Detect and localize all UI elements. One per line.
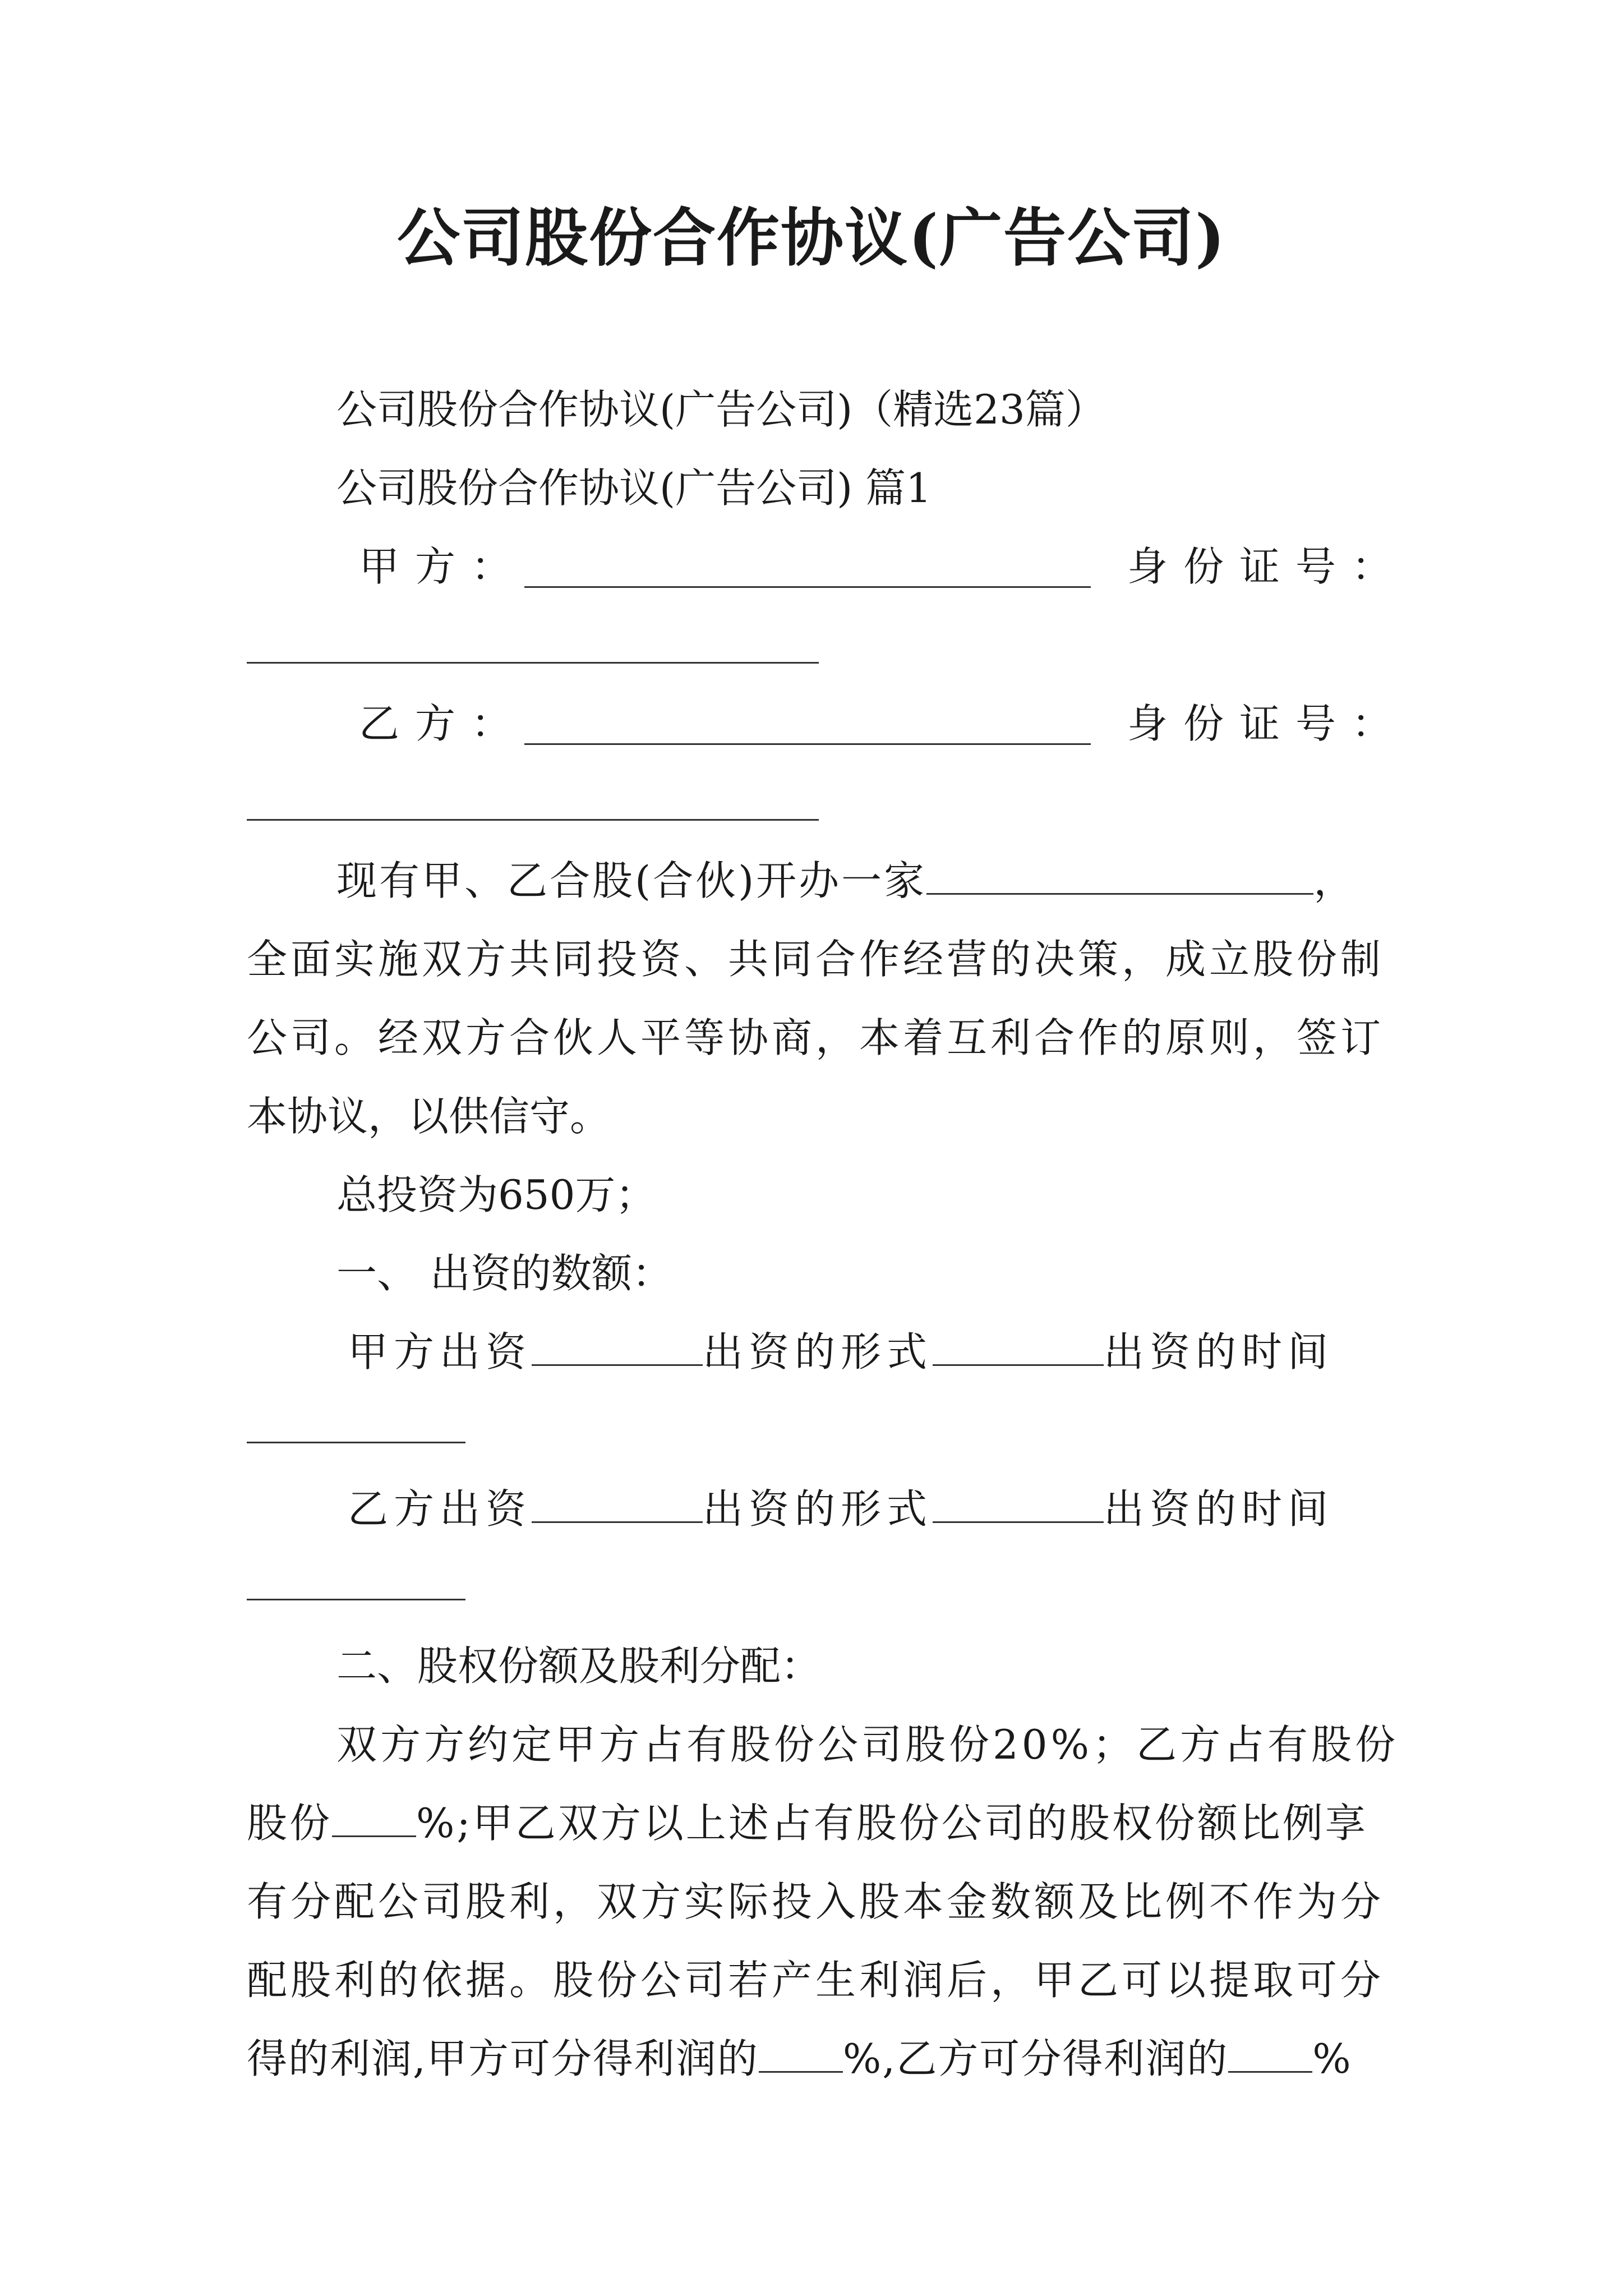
section-2-line-2-b: %;甲乙双方以上述占有股份公司的股权份额比例享 bbox=[416, 1800, 1368, 1847]
section-2-heading: 二、股权份额及股利分配： bbox=[336, 1642, 822, 1690]
party-b-form-blank bbox=[933, 1487, 1104, 1523]
section-2-line-2 bbox=[247, 1795, 1368, 1851]
section-1-heading: 一、 出资的数额： bbox=[336, 1250, 672, 1297]
section-2-line-3: 有分配公司股利，双方实际投入股本金数额及比例不作为分 bbox=[247, 1878, 1385, 1925]
party-a-investment-line bbox=[348, 1324, 1334, 1380]
party-a-id-label: 身份证号： bbox=[1127, 543, 1408, 590]
party-b-profit-blank bbox=[1228, 2037, 1312, 2073]
part-heading: 公司股份合作协议(广告公司) 篇1 bbox=[336, 464, 932, 512]
intro-line-1 bbox=[336, 853, 1356, 909]
section-2-line-5-a: 得的利润,甲方可分得利润的 bbox=[247, 2035, 759, 2082]
document-title: 公司股份合作协议(广告公司) bbox=[397, 201, 1226, 275]
party-a-id-blank bbox=[247, 662, 819, 664]
party-a-invest-label: 甲方出资 bbox=[348, 1328, 532, 1375]
party-b-form-label: 出资的形式 bbox=[703, 1485, 933, 1533]
section-2-line-5-b: %,乙方可分得利润的 bbox=[842, 2035, 1229, 2082]
party-b-id-label: 身份证号： bbox=[1127, 700, 1408, 747]
section-2-line-5-c: % bbox=[1312, 2035, 1352, 2082]
party-a-form-blank bbox=[933, 1330, 1104, 1366]
party-b-id-blank bbox=[247, 819, 819, 821]
party-b-time-blank bbox=[247, 1599, 465, 1600]
party-b-invest-blank bbox=[532, 1487, 703, 1523]
intro-line-3: 公司。经双方合伙人平等协商，本着互利合作的原则，签订 bbox=[247, 1014, 1385, 1061]
party-b-label: 乙方： bbox=[359, 700, 528, 747]
party-a-label: 甲方： bbox=[359, 543, 528, 590]
intro-line-1-end: ， bbox=[1313, 857, 1357, 904]
total-investment: 总投资为650万； bbox=[336, 1171, 656, 1218]
party-a-invest-blank bbox=[532, 1330, 703, 1366]
party-b-name-blank bbox=[524, 743, 1091, 745]
section-2-line-2-a: 股份 bbox=[247, 1800, 333, 1847]
party-b-invest-label: 乙方出资 bbox=[348, 1485, 532, 1533]
party-a-name-blank bbox=[524, 586, 1091, 588]
document-subtitle: 公司股份合作协议(广告公司)（精选23篇） bbox=[336, 386, 1106, 433]
section-2-line-4: 配股利的依据。股份公司若产生利润后，甲乙可以提取可分 bbox=[247, 1957, 1385, 2004]
party-b-share-blank bbox=[332, 1801, 416, 1837]
intro-line-4: 本协议，以供信守。 bbox=[247, 1093, 611, 1140]
intro-line-2: 全面实施双方共同投资、共同合作经营的决策，成立股份制 bbox=[247, 936, 1385, 983]
party-a-time-blank bbox=[247, 1442, 465, 1443]
party-b-investment-line bbox=[348, 1481, 1334, 1537]
section-2-line-1: 双方方约定甲方占有股份公司股份20%；乙方占有股份 bbox=[336, 1721, 1399, 1768]
intro-line-1-text: 现有甲、乙合股(合伙)开办一家 bbox=[336, 857, 927, 904]
party-a-profit-blank bbox=[759, 2037, 843, 2073]
section-2-line-5 bbox=[247, 2031, 1352, 2087]
party-a-form-label: 出资的形式 bbox=[703, 1328, 933, 1375]
company-name-blank bbox=[926, 859, 1313, 895]
party-b-time-label: 出资的时间 bbox=[1104, 1485, 1334, 1533]
party-a-time-label: 出资的时间 bbox=[1104, 1328, 1334, 1375]
